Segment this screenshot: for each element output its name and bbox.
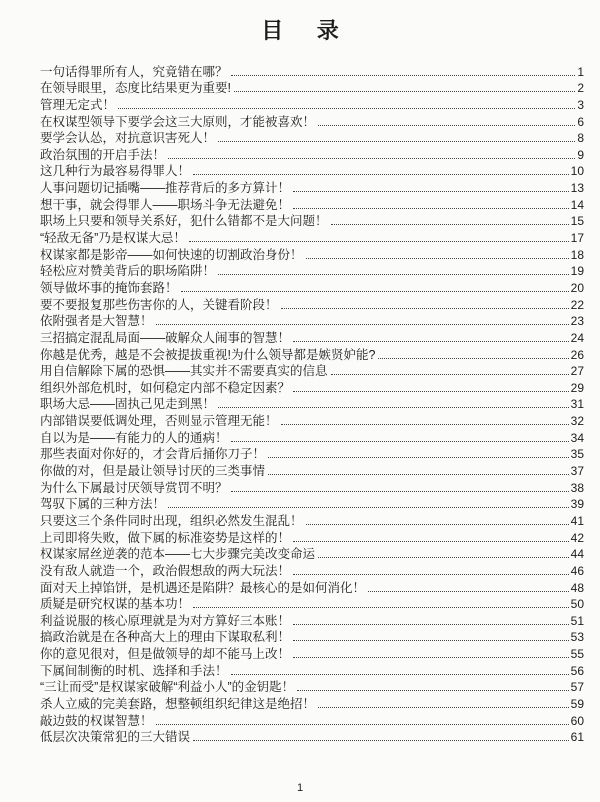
dot-leader	[281, 307, 569, 309]
dot-leader	[293, 190, 569, 192]
toc-entry-title: 用自信解除下属的恐惧——其实并不需要真实的信息	[40, 364, 328, 379]
toc-entry-title: 敲边鼓的权谋智慧！	[40, 713, 153, 728]
toc-entry-page: 26	[570, 347, 584, 362]
toc-entry[interactable]	[40, 228, 584, 245]
toc-entry-page: 53	[570, 630, 584, 645]
dot-leader	[318, 124, 575, 126]
toc-entry[interactable]	[40, 212, 584, 229]
toc-entry[interactable]	[40, 195, 584, 212]
dot-leader	[281, 423, 569, 425]
toc-entry-title: 三招搞定混乱局面——破解众人闹事的智慧！	[40, 330, 291, 345]
toc-entry[interactable]	[40, 178, 584, 195]
toc-entry[interactable]	[40, 595, 584, 612]
toc-entry-page: 19	[570, 264, 584, 279]
dot-leader	[297, 689, 568, 691]
toc-entry[interactable]	[40, 728, 584, 745]
toc-entry-page: 18	[570, 247, 584, 262]
toc-entry-title: 你做的对，但是最让领导讨厌的三类事情	[40, 464, 266, 479]
toc-entry-page: 38	[570, 480, 584, 495]
toc-entry-title: 低层次决策常犯的三大错误	[40, 730, 191, 745]
dot-leader	[193, 606, 569, 608]
toc-entry[interactable]	[40, 528, 584, 545]
toc-entry-page: 29	[570, 380, 584, 395]
dot-leader	[378, 357, 568, 359]
dot-leader	[218, 273, 569, 275]
dot-leader	[156, 723, 569, 725]
toc-entry[interactable]	[40, 611, 584, 628]
toc-entry-title: 驾驭下属的三种方法！	[40, 497, 166, 512]
toc-entry[interactable]	[40, 262, 584, 279]
toc-entry-title: 管理无定式！	[40, 97, 116, 112]
toc-entry-title: 内部错误要低调处理，否则显示管理无能！	[40, 414, 278, 429]
toc-entry-title: 一句话得罪所有人，究竟错在哪？	[40, 64, 228, 79]
toc-entry-title: 只要这三个条件同时出现，组织必然发生混乱！	[40, 513, 303, 528]
toc-entry-page: 24	[570, 330, 584, 345]
toc-entry-title: 这几种行为最容易得罪人！	[40, 164, 191, 179]
toc-entry-title: 职场大忌——固执己见走到黑！	[40, 397, 216, 412]
toc-entry-page: 46	[570, 563, 584, 578]
toc-entry-title: 人事问题切记插嘴——推荐背后的多方算计！	[40, 181, 291, 196]
toc-entry[interactable]	[40, 312, 584, 329]
toc-entry-page: 8	[577, 131, 584, 146]
toc-entry-title: 为什么下属最讨厌领导赏罚不明？	[40, 480, 228, 495]
toc-entry[interactable]	[40, 561, 584, 578]
toc-entry-page: 15	[570, 214, 584, 229]
dot-leader	[331, 373, 569, 375]
dot-leader	[118, 107, 575, 109]
toc-entry[interactable]	[40, 395, 584, 412]
toc-entry-page: 6	[577, 114, 584, 129]
toc-entry[interactable]	[40, 461, 584, 478]
toc-entry-title: 要学会认怂，对抗意识害死人！	[40, 131, 216, 146]
toc-entry[interactable]	[40, 278, 584, 295]
toc-entry-title: 想干事，就会得罪人——职场斗争无法避免！	[40, 197, 291, 212]
page-title: 目 录	[261, 18, 353, 43]
dot-leader	[318, 556, 569, 558]
toc-entry-page: 2	[577, 81, 584, 96]
toc-entry-page: 42	[570, 530, 584, 545]
toc-entry[interactable]	[40, 478, 584, 495]
toc-entry[interactable]	[40, 445, 584, 462]
toc-entry[interactable]	[40, 62, 584, 79]
toc-entry[interactable]	[40, 711, 584, 728]
toc-entry-title: 职场上只要和领导关系好，犯什么错都不是大问题！	[40, 214, 328, 229]
toc-entry-page: 39	[570, 497, 584, 512]
dot-leader	[293, 623, 569, 625]
dot-leader	[318, 706, 569, 708]
toc-entry-page: 32	[570, 414, 584, 429]
toc-entry[interactable]	[40, 678, 584, 695]
toc-entry[interactable]	[40, 145, 584, 162]
toc-entry-title: 杀人立威的完美套路，想整顿组织纪律这是绝招！	[40, 696, 316, 711]
toc-entry[interactable]	[40, 378, 584, 395]
dot-leader	[368, 590, 569, 592]
dot-leader	[193, 739, 569, 741]
toc-entry-page: 17	[570, 231, 584, 246]
dot-leader	[168, 157, 575, 159]
toc-entry-page: 44	[570, 547, 584, 562]
dot-leader	[218, 140, 575, 142]
toc-entry-title: 搞政治就是在各种高大上的理由下谋取私利！	[40, 630, 291, 645]
toc-entry[interactable]	[40, 511, 584, 528]
dot-leader	[293, 656, 569, 658]
toc-entry-page: 23	[570, 314, 584, 329]
toc-entry-title: 那些表面对你好的，才会背后捅你刀子！	[40, 447, 266, 462]
table-of-contents	[40, 62, 584, 744]
toc-entry-page: 10	[570, 164, 584, 179]
toc-entry-title: 在权谋型领导下要学会这三大原则，才能被喜欢！	[40, 114, 316, 129]
toc-entry-title: 依附强者是大智慧！	[40, 314, 153, 329]
toc-entry-page: 50	[570, 597, 584, 612]
toc-entry[interactable]	[40, 245, 584, 262]
toc-entry-page: 22	[570, 297, 584, 312]
toc-entry-title: 自以为是——有能力的人的通病！	[40, 430, 228, 445]
toc-entry-page: 59	[570, 696, 584, 711]
toc-entry[interactable]	[40, 345, 584, 362]
toc-entry-title: 上司即将失败，做下属的标准姿势是这样的！	[40, 530, 291, 545]
toc-entry-title: 你越是优秀，越是不会被提拔重视!为什么领导都是嫉贤妒能?	[40, 347, 376, 362]
dot-leader	[306, 523, 569, 525]
toc-entry-page: 1	[577, 64, 584, 79]
toc-entry-page: 27	[570, 364, 584, 379]
toc-entry-title: 利益说服的核心原理就是为对方算好三本账！	[40, 613, 291, 628]
toc-entry-title: 没有敌人就造一个，政治假想敌的两大玩法！	[40, 563, 291, 578]
toc-entry-page: 60	[570, 713, 584, 728]
toc-entry[interactable]	[40, 628, 584, 645]
dot-leader	[168, 506, 569, 508]
toc-entry[interactable]	[40, 295, 584, 312]
toc-entry-title: 下属间制衡的时机、选择和手法！	[40, 663, 228, 678]
toc-entry-title: “轻敌无备”乃是权谋大忌！	[40, 231, 186, 246]
dot-leader	[181, 290, 569, 292]
dot-leader	[331, 223, 569, 225]
toc-entry[interactable]	[40, 328, 584, 345]
toc-entry[interactable]	[40, 428, 584, 445]
page-number: 1	[296, 782, 304, 794]
toc-entry-title: 权谋家都是影帝——如何快速的切割政治身份！	[40, 247, 303, 262]
toc-entry[interactable]	[40, 661, 584, 678]
dot-leader	[268, 456, 569, 458]
toc-entry-page: 3	[577, 97, 584, 112]
toc-entry-title: “三让而受”是权谋家破解“利益小人”的金钥匙！	[40, 680, 295, 695]
toc-entry-page: 48	[570, 580, 584, 595]
dot-leader	[293, 207, 569, 209]
toc-entry[interactable]	[40, 79, 584, 96]
toc-entry[interactable]	[40, 644, 584, 661]
toc-entry[interactable]	[40, 112, 584, 129]
dot-leader	[231, 440, 569, 442]
toc-entry-page: 20	[570, 280, 584, 295]
dot-leader	[268, 473, 569, 475]
toc-entry-title: 政治氛围的开启手法！	[40, 147, 166, 162]
dot-leader	[193, 173, 569, 175]
dot-leader	[293, 390, 569, 392]
toc-entry[interactable]	[40, 495, 584, 512]
toc-entry-title: 权谋家屌丝逆袭的范本——七大步骤完美改变命运	[40, 547, 316, 562]
toc-entry-title: 面对天上掉馅饼，是机遇还是陷阱？最核心的是如何消化！	[40, 580, 366, 595]
toc-entry-page: 61	[570, 730, 584, 745]
dot-leader	[293, 573, 569, 575]
toc-entry[interactable]	[40, 578, 584, 595]
toc-entry-page: 31	[570, 397, 584, 412]
toc-entry-page: 51	[570, 613, 584, 628]
toc-entry-page: 37	[570, 464, 584, 479]
toc-entry-page: 9	[577, 147, 584, 162]
toc-entry[interactable]	[40, 411, 584, 428]
dot-leader	[218, 406, 569, 408]
toc-entry-title: 组织外部危机时，如何稳定内部不稳定因素？	[40, 380, 291, 395]
dot-leader	[156, 323, 569, 325]
toc-entry-title: 在领导眼里，态度比结果更为重要!	[40, 81, 231, 96]
toc-entry-page: 57	[570, 680, 584, 695]
toc-entry-page: 35	[570, 447, 584, 462]
toc-entry[interactable]	[40, 129, 584, 146]
toc-entry-title: 要不要报复那些伤害你的人，关键看阶段！	[40, 297, 278, 312]
toc-entry-page: 41	[570, 513, 584, 528]
dot-leader	[231, 673, 569, 675]
toc-entry[interactable]	[40, 545, 584, 562]
toc-entry[interactable]	[40, 95, 584, 112]
toc-entry-page: 13	[570, 181, 584, 196]
toc-entry[interactable]	[40, 162, 584, 179]
toc-entry-title: 你的意见很对，但是做领导的却不能马上改！	[40, 647, 291, 662]
toc-entry-title: 质疑是研究权谋的基本功！	[40, 597, 191, 612]
dot-leader	[231, 74, 576, 76]
dot-leader	[293, 540, 569, 542]
toc-entry-page: 14	[570, 197, 584, 212]
toc-entry[interactable]	[40, 362, 584, 379]
toc-entry-page: 56	[570, 663, 584, 678]
toc-entry-page: 55	[570, 647, 584, 662]
dot-leader	[293, 340, 569, 342]
toc-entry-page: 34	[570, 430, 584, 445]
toc-entry[interactable]	[40, 694, 584, 711]
dot-leader	[231, 490, 569, 492]
dot-leader	[306, 257, 569, 259]
dot-leader	[189, 240, 569, 242]
dot-leader	[293, 639, 569, 641]
dot-leader	[234, 90, 575, 92]
toc-entry-title: 轻松应对赞美背后的职场陷阱！	[40, 264, 216, 279]
toc-entry-title: 领导做坏事的掩饰套路！	[40, 280, 178, 295]
